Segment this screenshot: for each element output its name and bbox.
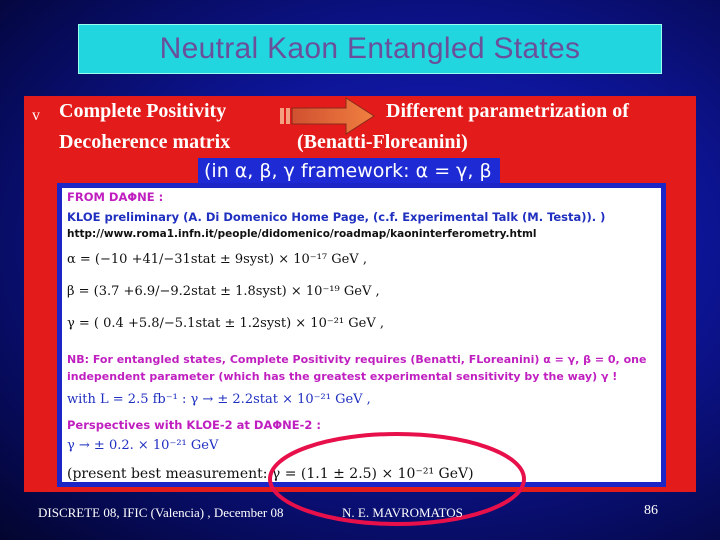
kloe-preliminary-text: KLOE preliminary (A. Di Domenico Home Page, (c.f. Experimental Talk (M. Testa)). ) [67,210,606,224]
gamma-result: γ = ( 0.4 +5.8/−5.1stat ± 1.2syst) × 10⁻²¹ GeV , [67,316,384,331]
title-box [78,24,662,74]
with-luminosity-result: with L = 2.5 fb⁻¹ : γ → ± 2.2stat × 10⁻²¹ GeV , [67,392,371,407]
nb-line-2: independent parameter (which has the greatest experimental sensitivity by the way) γ ! [67,370,618,383]
beta-result: β = (3.7 +6.9/−9.2stat ± 1.8syst) × 10⁻¹⁹ GeV , [67,284,380,299]
kloe2-gamma-result: γ → ± 0.2. × 10⁻²¹ GeV [67,438,219,453]
right-text-line-2: (Benatti-Floreanini) [297,131,468,153]
bullet-line-2: Decoherence matrix [59,131,231,153]
nb-line-1: NB: For entangled states, Complete Positivity requires (Benatti, FLoreanini) α = γ, β = 0, one [67,353,647,366]
slide-title: Neutral Kaon Entangled States [159,32,581,65]
alpha-result: α = (−10 +41/−31stat ± 9syst) × 10⁻¹⁷ GeV , [67,252,367,267]
from-daphne-heading: FROM DAΦNE : [67,190,164,204]
bullet-marker-icon: v [32,107,40,124]
right-text-line-1: Different parametrization of [386,100,629,122]
footer-conference: DISCRETE 08, IFIC (Valencia) , December 08 [38,505,284,520]
perspectives-heading: Perspectives with KLOE-2 at DAΦNE-2 : [67,418,322,432]
slide-number: 86 [644,503,658,518]
present-best-measurement: (present best measurement: γ = (1.1 ± 2.5) × 10⁻²¹ GeV) [67,466,474,482]
footer-author: N. E. MAVROMATOS [342,505,463,520]
right-arrow-icon [278,96,378,136]
bullet-line-1: Complete Positivity [59,100,227,122]
framework-box: (in α, β, γ framework: α = γ, β [198,158,500,184]
reference-url: http://www.roma1.infn.it/people/didomenico/roadmap/kaoninterferometry.html [67,228,537,240]
